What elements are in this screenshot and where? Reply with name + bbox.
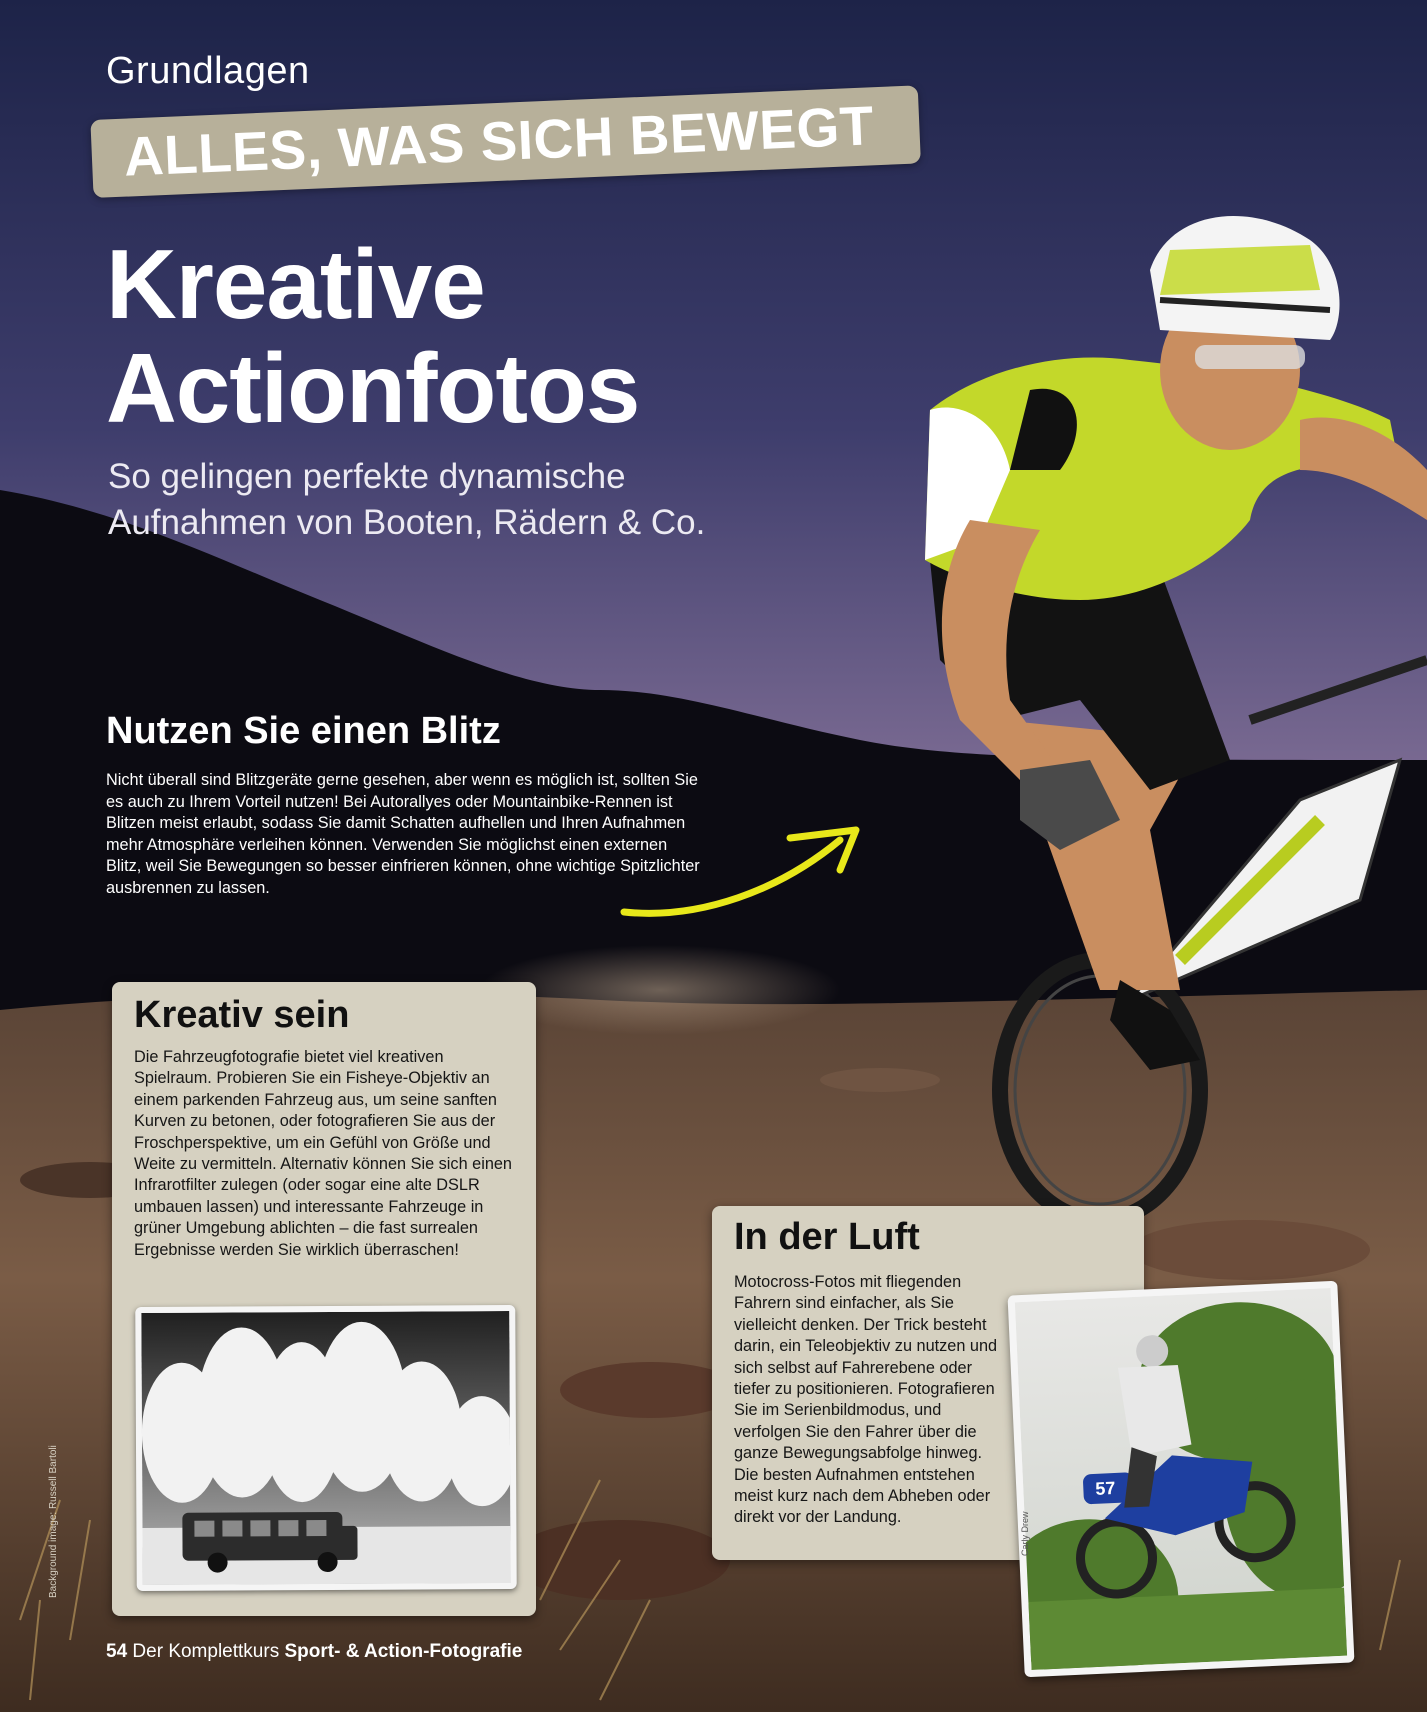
section-heading-flash: Nutzen Sie einen Blitz [106,710,501,752]
page-title [106,229,640,443]
infrared-photo [135,1305,516,1591]
footer-topic: Sport- & Action-Fotografie [284,1641,523,1662]
box-heading-air: In der Luft [734,1216,920,1258]
section-kicker: Grundlagen [106,50,310,92]
title-line-2: Actionfotos [106,333,640,443]
subtitle-line-1: So gelingen perfekte dynamische [108,457,626,496]
subtitle-line-2: Aufnahmen von Booten, Rädern & Co. [108,503,706,542]
motocross-photo-credit: Carly Drew [1020,1511,1030,1556]
section-body-flash: Nicht überall sind Blitzgeräte gerne gesehen, aber wenn es möglich ist, sollten Sie es auch zu Ihrem Vorteil nutzen! Bei Autorallyes oder Mountainbike-Rennen ist Blitzen meist erlaubt, sodass Sie damit Schatten aufhellen und Ihren Aufnahmen mehr Atmosphäre verleihen können. Verwenden Sie möglichst einen externen Blitz, weil Sie Bewegungen so besser einfrieren können, ohne wichtige Spitzlichter ausbrennen zu lassen. [106,771,700,897]
footer-series: Der Komplettkurs [132,1641,280,1662]
page-subtitle [108,454,868,546]
page-footer [106,1641,522,1663]
background-photo-credit: Background image: Russell Bartoli [48,1445,59,1598]
box-body-air: Motocross-Fotos mit fliegenden Fahrern sind einfacher, als Sie vielleicht denken. Der Trick besteht darin, ein Teleobjektiv zu nutzen und sich selbst auf Fahrerebene oder tiefer zu positionieren. Fotografieren Sie im Serienbildmodus, und verfolgen Sie den Fahrer über die ganze Bewegungsabfolge hinweg. Die besten Aufnahmen entstehen meist kurz nach dem Abheben oder direkt vor der Landung. [734,1273,998,1527]
motocross-photo [1008,1281,1355,1678]
box-heading-creative: Kreativ sein [134,994,350,1036]
svg-text:57: 57 [1094,1477,1116,1499]
title-line-1: Kreative [106,229,485,339]
page-number: 54 [106,1641,128,1662]
box-body-creative: Die Fahrzeugfotografie bietet viel kreativen Spielraum. Probieren Sie ein Fisheye-Objektiv an einem parkenden Fahrzeug aus, um seine sanften Kurven zu betonen, oder fotografieren Sie aus der Froschperspektive, um ein Gefühl von Größe und Weite zu vermitteln. Alternativ können Sie sich einen Infrarotfilter zulegen (oder sogar eine alte DSLR umbauen lassen) und interessante Fahrzeuge in grüner Umgebung ablichten – die fast surrealen Ergebnisse werden Sie wirklich überraschen! [134,1048,512,1259]
banner-text: ALLES, WAS SICH BEWEGT [122,94,876,188]
